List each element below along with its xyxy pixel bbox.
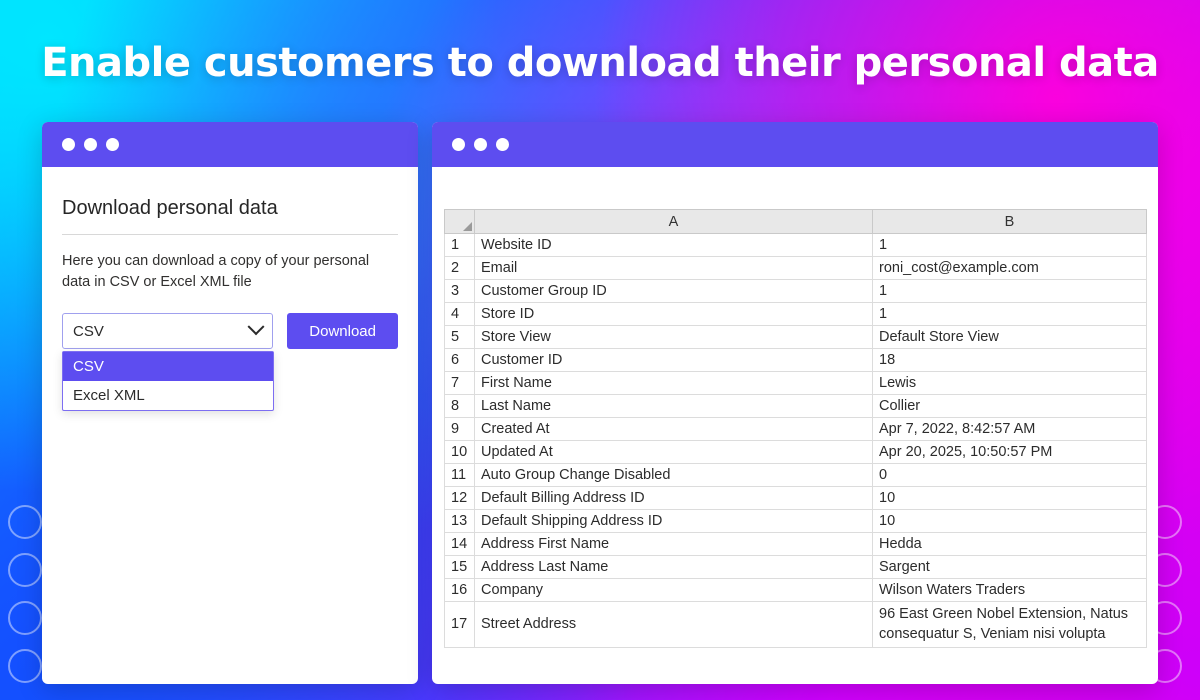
table-row bbox=[445, 556, 1147, 579]
cell-b[interactable]: Hedda bbox=[873, 533, 1147, 556]
cell-a[interactable]: Street Address bbox=[475, 602, 873, 648]
cell-a[interactable]: Created At bbox=[475, 418, 873, 441]
cell-a[interactable]: Default Billing Address ID bbox=[475, 487, 873, 510]
cell-b[interactable]: 1 bbox=[873, 303, 1147, 326]
cell-a[interactable]: Customer ID bbox=[475, 349, 873, 372]
download-form-row bbox=[62, 313, 398, 405]
cell-a[interactable]: Store View bbox=[475, 326, 873, 349]
table-row bbox=[445, 280, 1147, 303]
column-header-a[interactable]: A bbox=[475, 210, 873, 234]
table-row bbox=[445, 372, 1147, 395]
download-personal-data-window bbox=[42, 122, 418, 684]
download-button[interactable]: Download bbox=[287, 313, 398, 349]
cell-b[interactable]: Apr 20, 2025, 10:50:57 PM bbox=[873, 441, 1147, 464]
table-body bbox=[445, 234, 1147, 648]
cell-a[interactable]: Store ID bbox=[475, 303, 873, 326]
chevron-down-icon bbox=[248, 318, 265, 335]
table-row bbox=[445, 234, 1147, 257]
cell-a[interactable]: Email bbox=[475, 257, 873, 280]
format-select-wrapper bbox=[62, 313, 273, 405]
table-row bbox=[445, 487, 1147, 510]
window-dot-icon bbox=[106, 138, 119, 151]
page-title: Enable customers to download their personal data bbox=[41, 40, 1159, 86]
cell-a[interactable]: Address First Name bbox=[475, 533, 873, 556]
row-number[interactable]: 11 bbox=[445, 464, 475, 487]
cell-a[interactable]: Website ID bbox=[475, 234, 873, 257]
table-row bbox=[445, 349, 1147, 372]
row-number[interactable]: 7 bbox=[445, 372, 475, 395]
option-csv[interactable]: CSV bbox=[63, 352, 273, 381]
cell-b[interactable]: Sargent bbox=[873, 556, 1147, 579]
window-dot-icon bbox=[62, 138, 75, 151]
row-number[interactable]: 13 bbox=[445, 510, 475, 533]
cell-b[interactable]: 1 bbox=[873, 234, 1147, 257]
table-row bbox=[445, 257, 1147, 280]
table-row bbox=[445, 464, 1147, 487]
table-header-row bbox=[445, 210, 1147, 234]
option-excel-xml[interactable]: Excel XML bbox=[73, 387, 145, 405]
row-number[interactable]: 10 bbox=[445, 441, 475, 464]
window-dot-icon bbox=[474, 138, 487, 151]
cell-b[interactable]: roni_cost@example.com bbox=[873, 257, 1147, 280]
table-row bbox=[445, 441, 1147, 464]
table-row bbox=[445, 395, 1147, 418]
cell-b[interactable]: 10 bbox=[873, 487, 1147, 510]
format-select[interactable] bbox=[62, 313, 273, 349]
panel-title: Download personal data bbox=[62, 197, 398, 235]
window-dot-icon bbox=[452, 138, 465, 151]
cell-a[interactable]: Company bbox=[475, 579, 873, 602]
cell-b[interactable]: Lewis bbox=[873, 372, 1147, 395]
row-number[interactable]: 14 bbox=[445, 533, 475, 556]
cell-a[interactable]: Customer Group ID bbox=[475, 280, 873, 303]
cell-b[interactable]: 10 bbox=[873, 510, 1147, 533]
row-number[interactable]: 5 bbox=[445, 326, 475, 349]
cell-b[interactable]: 96 East Green Nobel Extension, Natus consequatur S, Veniam nisi volupta bbox=[873, 602, 1147, 648]
column-header-b[interactable]: B bbox=[873, 210, 1147, 234]
cell-b[interactable]: Collier bbox=[873, 395, 1147, 418]
window-titlebar-right bbox=[432, 122, 1158, 167]
select-all-corner[interactable] bbox=[445, 210, 475, 234]
cell-b[interactable]: Wilson Waters Traders bbox=[873, 579, 1147, 602]
table-row bbox=[445, 510, 1147, 533]
row-number[interactable]: 2 bbox=[445, 257, 475, 280]
row-number[interactable]: 17 bbox=[445, 602, 475, 648]
cell-a[interactable]: Auto Group Change Disabled bbox=[475, 464, 873, 487]
cell-b[interactable]: 0 bbox=[873, 464, 1147, 487]
download-panel-body bbox=[42, 167, 418, 405]
cell-b[interactable]: 18 bbox=[873, 349, 1147, 372]
cell-a[interactable]: Last Name bbox=[475, 395, 873, 418]
cell-b[interactable]: 1 bbox=[873, 280, 1147, 303]
table-row bbox=[445, 579, 1147, 602]
table-row bbox=[445, 418, 1147, 441]
window-dot-icon bbox=[496, 138, 509, 151]
row-number[interactable]: 3 bbox=[445, 280, 475, 303]
cell-b[interactable]: Apr 7, 2022, 8:42:57 AM bbox=[873, 418, 1147, 441]
table-row bbox=[445, 303, 1147, 326]
window-dot-icon bbox=[84, 138, 97, 151]
table-row bbox=[445, 533, 1147, 556]
row-number[interactable]: 12 bbox=[445, 487, 475, 510]
row-number[interactable]: 6 bbox=[445, 349, 475, 372]
table-row bbox=[445, 602, 1147, 648]
table-row bbox=[445, 326, 1147, 349]
format-select-value: CSV bbox=[73, 322, 104, 340]
row-number[interactable]: 8 bbox=[445, 395, 475, 418]
row-number[interactable]: 15 bbox=[445, 556, 475, 579]
spreadsheet-window bbox=[432, 122, 1158, 684]
row-number[interactable]: 4 bbox=[445, 303, 475, 326]
format-select-options[interactable] bbox=[62, 351, 274, 411]
personal-data-table bbox=[444, 209, 1147, 648]
window-titlebar-left bbox=[42, 122, 418, 167]
cell-a[interactable]: Default Shipping Address ID bbox=[475, 510, 873, 533]
spreadsheet-area bbox=[432, 167, 1158, 648]
row-number[interactable]: 1 bbox=[445, 234, 475, 257]
row-number[interactable]: 16 bbox=[445, 579, 475, 602]
cell-b[interactable]: Default Store View bbox=[873, 326, 1147, 349]
cell-a[interactable]: Address Last Name bbox=[475, 556, 873, 579]
row-number[interactable]: 9 bbox=[445, 418, 475, 441]
panel-description: Here you can download a copy of your personal data in CSV or Excel XML file bbox=[62, 253, 370, 291]
cell-a[interactable]: First Name bbox=[475, 372, 873, 395]
cell-a[interactable]: Updated At bbox=[475, 441, 873, 464]
